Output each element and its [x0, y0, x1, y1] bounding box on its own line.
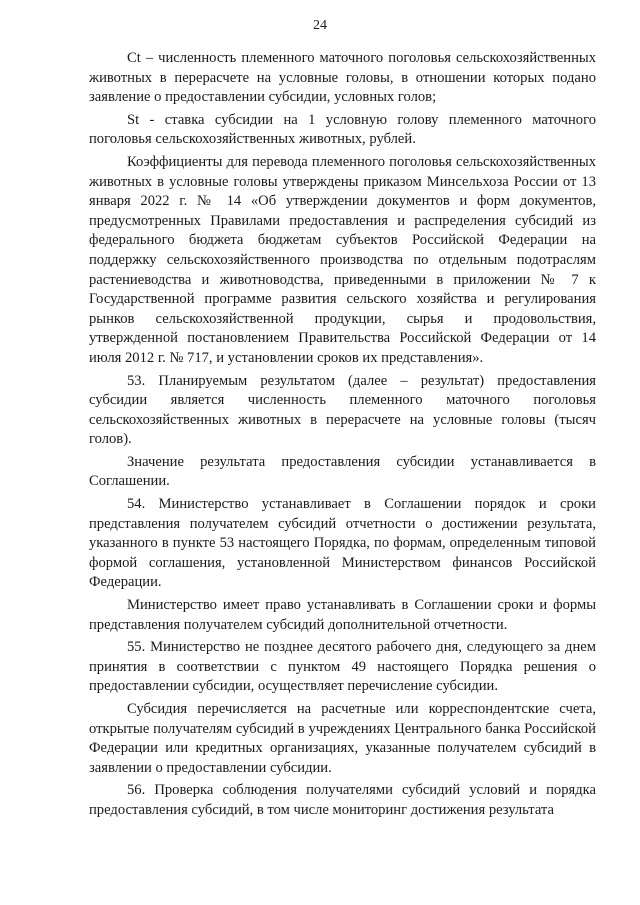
page-number: 24: [313, 18, 327, 33]
paragraph-result-value: Значение результата предоставления субсидии устанавливается в Соглашении.: [89, 453, 596, 490]
document-body: [89, 49, 596, 821]
paragraph-additional-reporting: Министерство имеет право устанавливать в Соглашении сроки и формы представления получателем субсидий дополнительной отчетности.: [89, 597, 596, 633]
paragraph-st-definition: St - ставка субсидии на 1 условную голову племенного маточного поголовья сельскохозяйственных животных, рублей.: [89, 111, 596, 148]
paragraph-item-54: 54. Министерство устанавливает в Соглашении порядок и сроки представления получателем субсидий отчетности о достижении результата, указанного в пункте 53 настоящего Порядка, по формам, определенным типовой формой соглашения, установленной Министерством финансов Российской Федерации.: [89, 496, 596, 591]
paragraph-coefficients: Коэффициенты для перевода племенного поголовья сельскохозяйственных животных в условные головы утверждены приказом Минсельхоза России от 13 января 2022 г. № 14 «Об утверждении документов и форм документов, предусмотренных Правилами предоставления и распределения субсидий из федерального бюджета бюджетам субъектов Российской Федерации на поддержку сельскохозяйственного производства по отдельным подотраслям растениеводства и животноводства, приведенными в приложении № 7 к Государственной программе развития сельского хозяйства и регулирования рынков сельскохозяйственной продукции, сырья и продовольствия, утвержденной постановлением Правительства Российской Федерации от 14 июля 2012 г. № 717, и установлении сроков их представления».: [89, 153, 596, 366]
paragraph-item-53: 53. Планируемым результатом (далее – результат) предоставления субсидии является численность племенного маточного поголовья сельскохозяйственных животных в перерасчете на условные головы (тысяч голов).: [89, 372, 596, 448]
paragraph-item-56: 56. Проверка соблюдения получателями субсидий условий и порядка предоставления субсидий, в том числе мониторинг достижения результата: [89, 782, 596, 818]
paragraph-subsidy-transfer: Субсидия перечисляется на расчетные или корреспондентские счета, открытые получателям субсидий в учреждениях Центрального банка Российской Федерации или кредитных организациях, указанные получателем субсидий в заявлении о предоставлении субсидии.: [89, 701, 596, 776]
paragraph-item-55: 55. Министерство не позднее десятого рабочего дня, следующего за днем принятия в соответствии с пунктом 49 настоящего Порядка решения о предоставлении субсидии, осуществляет перечисление субсидии.: [89, 639, 596, 695]
paragraph-ct-definition: Ct – численность племенного маточного поголовья сельскохозяйственных животных в перерасчете на условные головы, в отношении которых подано заявление о предоставлении субсидии, условных голов;: [89, 50, 596, 106]
